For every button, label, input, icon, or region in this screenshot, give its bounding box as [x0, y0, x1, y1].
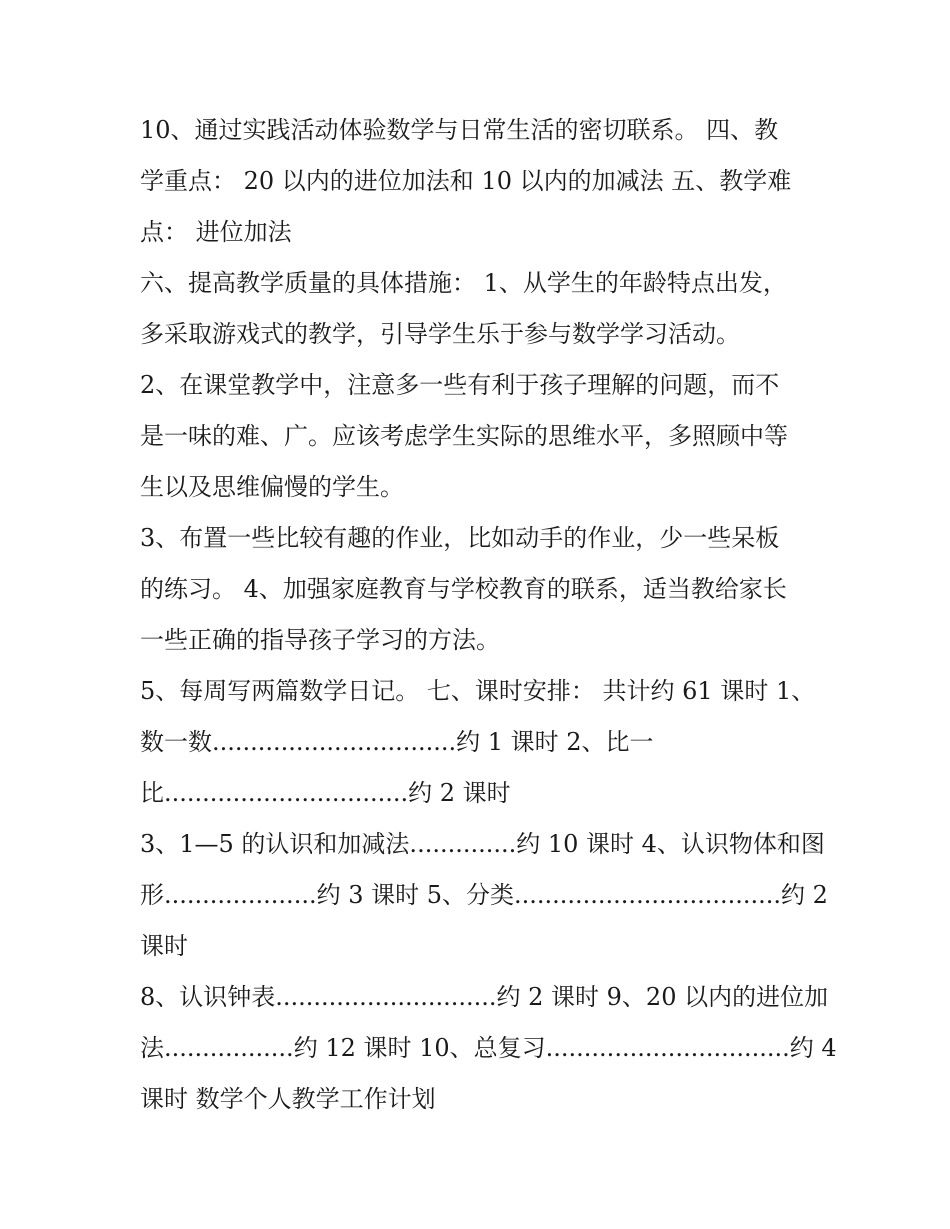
text-line: 是一味的难、广。应该考虑学生实际的思维水平，多照顾中等: [140, 422, 788, 450]
text-line: 3、1—5 的认识和加减法..............约 10 课时 4、认识物体和图: [140, 830, 825, 858]
text-line: 学重点： 20 以内的进位加法和 10 以内的加减法 五、教学难: [140, 167, 792, 195]
text-line: 课时 数学个人教学工作计划: [140, 1085, 436, 1113]
text-line: 的练习。 4、加强家庭教育与学校教育的联系，适当教给家长: [140, 575, 787, 603]
body-text: [140, 105, 837, 1125]
text-line: 2、在课堂教学中，注意多一些有利于孩子理解的问题，而不: [140, 371, 780, 399]
text-line: 比................................约 2 课时: [140, 779, 511, 807]
text-line: 六、提高教学质量的具体措施： 1、从学生的年龄特点出发，: [140, 269, 787, 297]
text-line: 8、认识钟表.............................约 2 课时 9、20 以内的进位加: [140, 983, 829, 1011]
text-line: 多采取游戏式的教学，引导学生乐于参与数学学习活动。: [140, 320, 740, 348]
text-line: 生以及思维偏慢的学生。: [140, 473, 404, 501]
text-line: 10、通过实践活动体验数学与日常生活的密切联系。 四、教: [140, 116, 779, 144]
text-line: 一些正确的指导孩子学习的方法。: [140, 626, 500, 654]
text-line: 法.................约 12 课时 10、总复习................................约 4: [140, 1034, 837, 1062]
text-line: 3、布置一些比较有趣的作业，比如动手的作业，少一些呆板: [140, 524, 780, 552]
text-line: 点： 进位加法: [140, 218, 292, 246]
text-line: 课时: [140, 932, 188, 960]
text-line: 5、每周写两篇数学日记。 七、课时安排： 共计约 61 课时 1、: [140, 677, 816, 705]
text-line: 形....................约 3 课时 5、分类...................................约 2: [140, 881, 828, 909]
text-line: 数一数................................约 1 课时 2、比一: [140, 728, 654, 756]
